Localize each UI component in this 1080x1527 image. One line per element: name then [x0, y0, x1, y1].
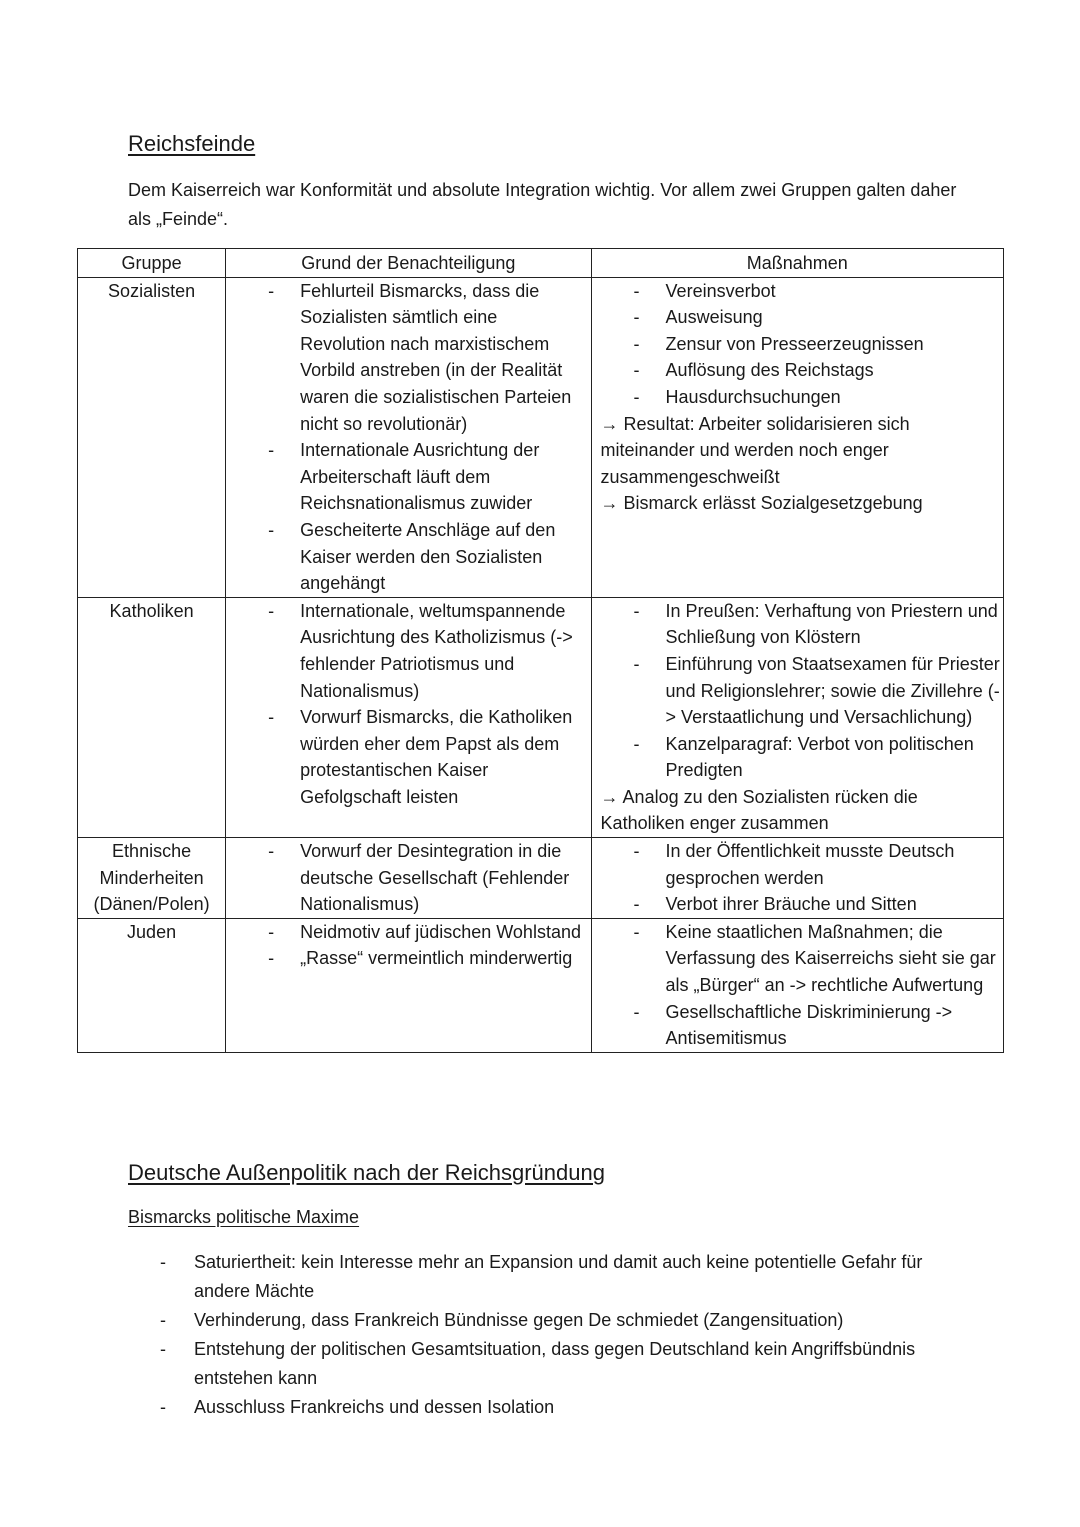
measure-item: - Zensur von Presseerzeugnissen: [592, 331, 1003, 358]
group-cell: Sozialisten: [78, 277, 226, 597]
measure-item: - Verbot ihrer Bräuche und Sitten: [592, 891, 1003, 918]
measure-item: - Keine staatlichen Maßnahmen; die Verfassung des Kaiserreichs sieht sie gar als „Bürger“ an -> rechtliche Aufwertung: [592, 919, 1003, 999]
list-item: - Verhinderung, dass Frankreich Bündnisse gegen De schmiedet (Zangensituation): [128, 1306, 928, 1335]
table-row: [78, 597, 1004, 837]
measure-item: - In Preußen: Verhaftung von Priestern und Schließung von Klöstern: [592, 598, 1003, 651]
intro-paragraph: Dem Kaiserreich war Konformität und absolute Integration wichtig. Vor allem zwei Gruppen galten daher als „Feinde“.: [128, 180, 957, 229]
maxims-list: [128, 1248, 928, 1422]
group-cell: Katholiken: [78, 597, 226, 837]
reason-item: - Internationale, weltumspannende Ausrichtung des Katholizismus (-> fehlender Patriotismus und Nationalismus): [226, 598, 584, 704]
reason-item: - Gescheiterte Anschläge auf den Kaiser werden den Sozialisten angehängt: [226, 517, 584, 597]
header-massnahmen: Maßnahmen: [591, 249, 1003, 278]
measure-item: - Auflösung des Reichstags: [592, 357, 1003, 384]
list-item: - Entstehung der politischen Gesamtsituation, dass gegen Deutschland kein Angriffsbündnis entstehen kann: [128, 1335, 928, 1393]
reasons-cell: [226, 277, 591, 597]
reason-item: - Vorwurf der Desintegration in die deutsche Gesellschaft (Fehlender Nationalismus): [226, 838, 584, 918]
measure-item: - Ausweisung: [592, 304, 1003, 331]
table-row: [78, 918, 1004, 1052]
reason-item: - Fehlurteil Bismarcks, dass die Sozialisten sämtlich eine Revolution nach marxistischem Vorbild anstreben (in der Realität waren die sozialistischen Parteien nicht so revolutionär): [226, 278, 584, 438]
reasons-cell: [226, 597, 591, 837]
measures-cell: [591, 838, 1003, 919]
table-header-row: [78, 249, 1004, 278]
result-text: → Analog zu den Sozialisten rücken die Katholiken enger zusammen: [600, 786, 918, 834]
group-cell: Ethnische Minderheiten (Dänen/Polen): [78, 838, 226, 919]
measures-cell: [591, 277, 1003, 597]
result-text: → Bismarck erlässt Sozialgesetzgebung: [600, 493, 923, 514]
measures-cell: [591, 918, 1003, 1052]
reasons-cell: [226, 838, 591, 919]
header-gruppe: Gruppe: [78, 249, 226, 278]
measure-item: - Vereinsverbot: [592, 278, 1003, 305]
section-title-aussenpolitik: Deutsche Außenpolitik nach der Reichsgründung: [128, 1160, 605, 1185]
group-cell: Juden: [78, 918, 226, 1052]
measure-item: - Kanzelparagraf: Verbot von politischen Predigten: [592, 731, 1003, 784]
reichsfeinde-table: [77, 248, 1004, 1053]
reasons-cell: [226, 918, 591, 1052]
subsection-title-maxime: Bismarcks politische Maxime: [128, 1207, 360, 1227]
section-title-reichsfeinde: Reichsfeinde: [128, 131, 256, 156]
list-item: - Saturiertheit: kein Interesse mehr an Expansion und damit auch keine potentielle Gefahr für andere Mächte: [128, 1248, 928, 1306]
reason-item: - Internationale Ausrichtung der Arbeiterschaft läuft dem Reichsnationalismus zuwider: [226, 437, 584, 517]
table-row: [78, 838, 1004, 919]
measure-item: - Einführung von Staatsexamen für Priester und Religionslehrer; sowie die Zivillehre (-> Verstaatlichung und Versachlichung): [592, 651, 1003, 731]
reason-item: - Neidmotiv auf jüdischen Wohlstand: [226, 919, 584, 946]
result-text: → Resultat: Arbeiter solidarisieren sich miteinander und werden noch enger zusammengeschweißt: [600, 413, 910, 487]
measure-item: - Gesellschaftliche Diskriminierung -> Antisemitismus: [592, 999, 1003, 1052]
table-row: [78, 277, 1004, 597]
measure-item: - Hausdurchsuchungen: [592, 384, 1003, 411]
measure-item: - In der Öffentlichkeit musste Deutsch gesprochen werden: [592, 838, 1003, 891]
reason-item: - Vorwurf Bismarcks, die Katholiken würden eher dem Papst als dem protestantischen Kaiser Gefolgschaft leisten: [226, 704, 584, 810]
reason-item: - „Rasse“ vermeintlich minderwertig: [226, 945, 584, 972]
header-grund: Grund der Benachteiligung: [226, 249, 591, 278]
list-item: - Ausschluss Frankreichs und dessen Isolation: [128, 1393, 928, 1422]
measures-cell: [591, 597, 1003, 837]
